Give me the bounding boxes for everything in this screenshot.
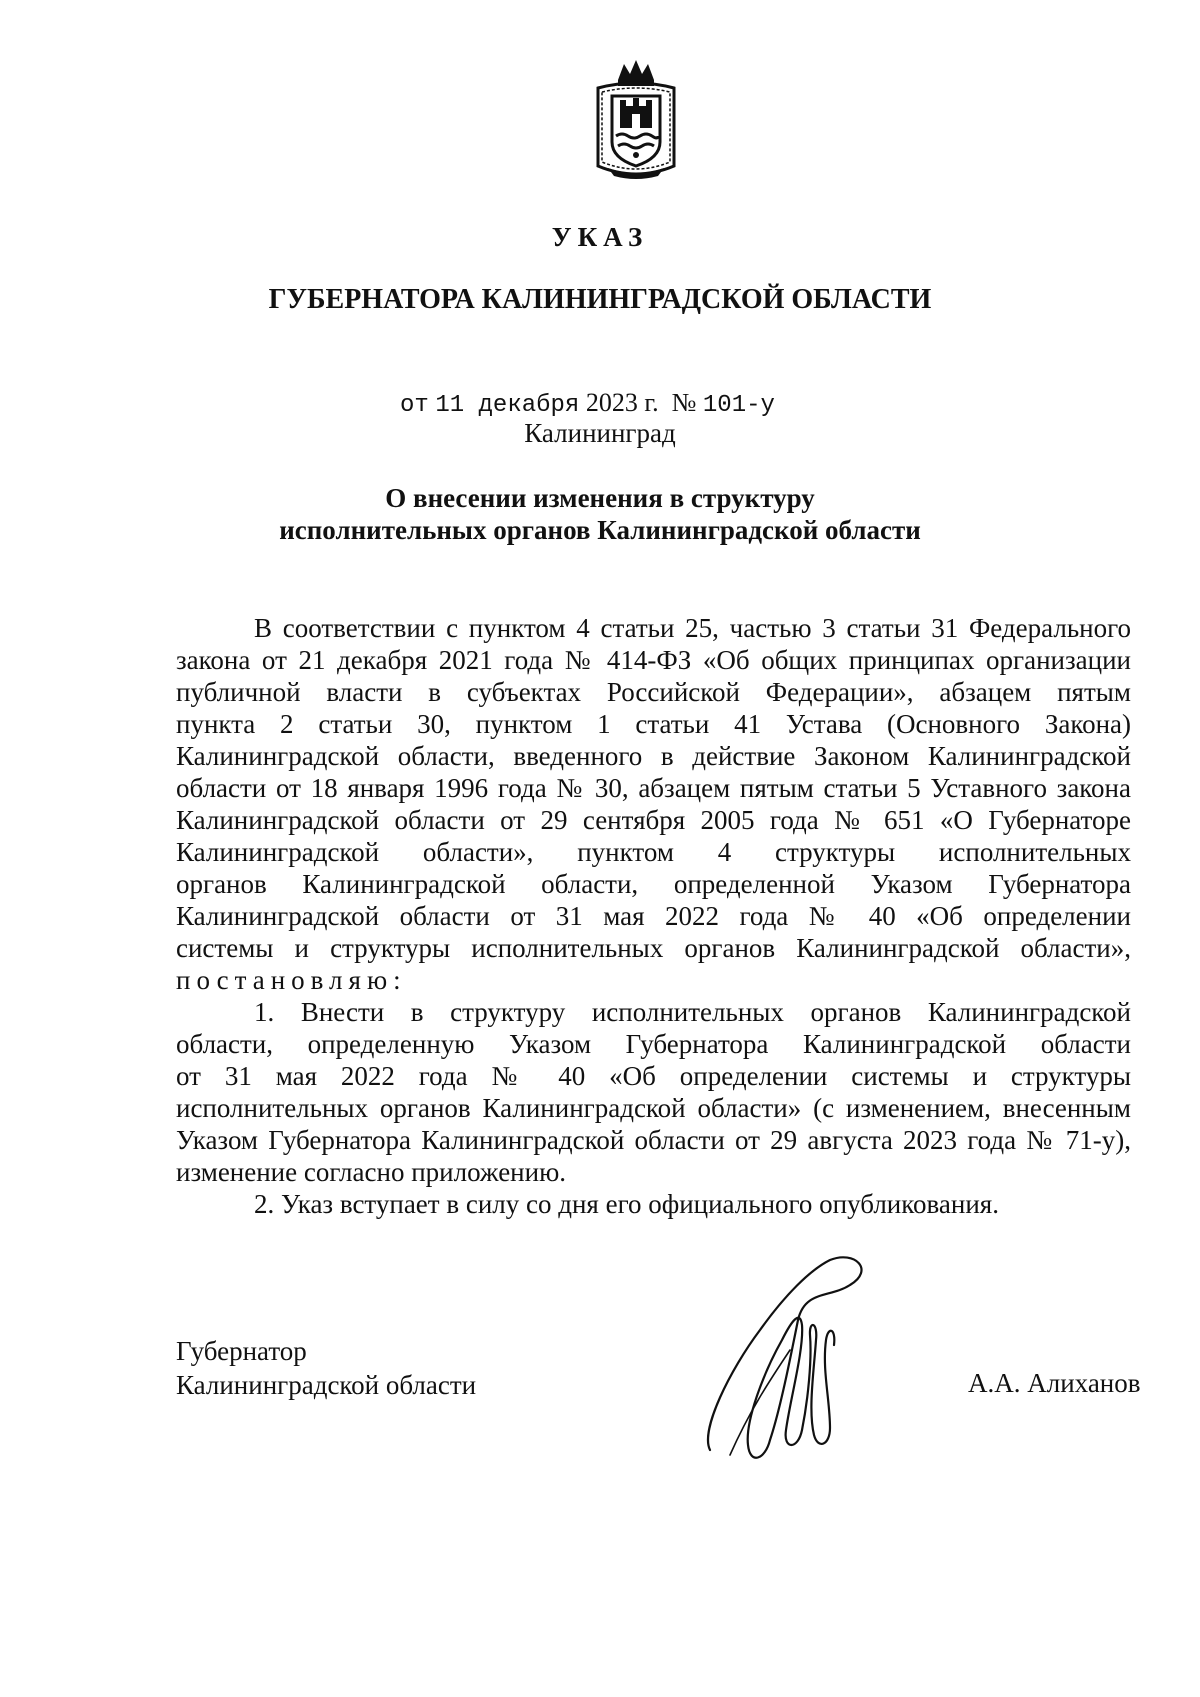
date-prefix: от (400, 392, 429, 419)
decree-subtitle: ГУБЕРНАТОРА КАЛИНИНГРАДСКОЙ ОБЛАСТИ (268, 284, 932, 315)
signature-icon (690, 1250, 880, 1470)
coat-of-arms-icon (588, 58, 684, 180)
body-line: закона от 21 декабря 2021 года № 414-ФЗ «Об общих принципах организации (176, 645, 1131, 675)
body-line: изменение согласно приложению. (176, 1157, 566, 1187)
body-line: от 31 мая 2022 года № 40 «Об определении системы и структуры (176, 1061, 1131, 1091)
body-line: Калининградской области, введенного в действие Законом Калининградской (176, 741, 1131, 771)
signer-position-line: Губернатор (176, 1336, 307, 1366)
body-line: области от 18 января 1996 года № 30, абзацем пятым статьи 5 Уставного закона (176, 773, 1131, 803)
heading-line: исполнительных органов Калининградской области (279, 515, 921, 545)
decree-heading (0, 482, 1200, 546)
body-line: исполнительных органов Калининградской области» (с изменением, внесенным (176, 1093, 1131, 1123)
date-number-line (400, 388, 775, 419)
number-sign: № (671, 388, 697, 417)
decree-body (176, 612, 1131, 1220)
decree-number: 101-у (702, 392, 775, 419)
body-line: органов Калининградской области, определенной Указом Губернатора (176, 869, 1131, 899)
date-value: 11 декабря (435, 392, 580, 419)
heading-line: О внесении изменения в структуру (385, 483, 815, 513)
signer-position (176, 1334, 476, 1402)
date-year: 2023 г. (585, 388, 659, 417)
body-line: Калининградской области от 31 мая 2022 года № 40 «Об определении (176, 901, 1131, 931)
body-line: В соответствии с пунктом 4 статьи 25, частью 3 статьи 31 Федерального (254, 613, 1131, 643)
signer-name: А.А. Алиханов (968, 1368, 1141, 1398)
decree-title: УКАЗ (551, 222, 649, 252)
body-line: пункта 2 статьи 30, пунктом 1 статьи 41 Устава (Основного Закона) (176, 709, 1131, 739)
city: Калининград (524, 418, 676, 448)
body-line: публичной власти в субъектах Российской Федерации», абзацем пятым (176, 677, 1131, 707)
body-line: Калининградской области», пунктом 4 структуры исполнительных (176, 837, 1131, 867)
body-line: области, определенную Указом Губернатора Калининградской области (176, 1029, 1131, 1059)
body-line: Указом Губернатора Калининградской области от 29 августа 2023 года № 71-у), (176, 1125, 1131, 1155)
body-line: системы и структуры исполнительных органов Калининградской области», (176, 933, 1131, 963)
body-line-postanovlyayu: постановляю: (176, 965, 407, 995)
signer-position-line: Калининградской области (176, 1370, 477, 1400)
body-line: 2. Указ вступает в силу со дня его официального опубликования. (254, 1189, 999, 1219)
body-line: 1. Внести в структуру исполнительных органов Калининградской (254, 997, 1131, 1027)
body-line: Калининградской области от 29 сентября 2005 года № 651 «О Губернаторе (176, 805, 1131, 835)
